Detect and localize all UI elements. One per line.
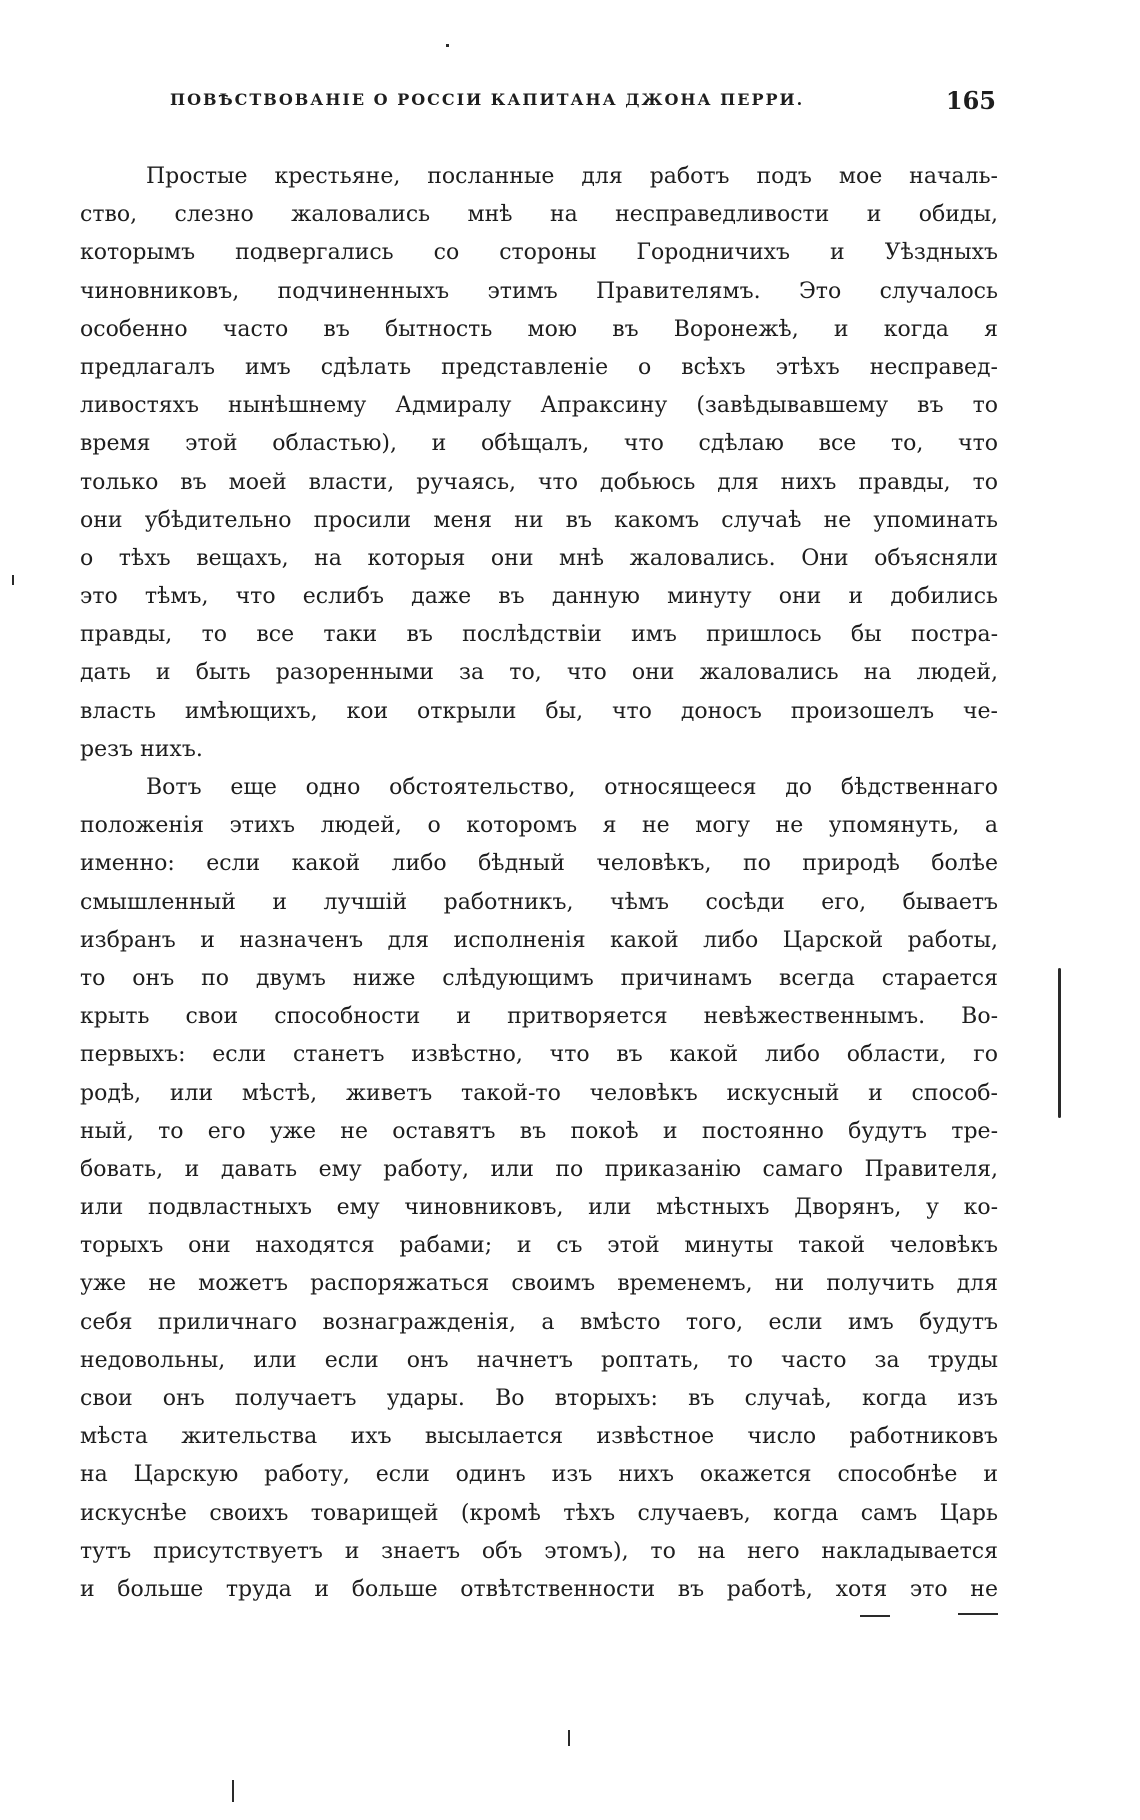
- text-line: они убѣдительно просили меня ни въ какомъ случаѣ не упоминать: [80, 507, 998, 533]
- ink-speck: [958, 1613, 998, 1615]
- text-line: власть имѣющихъ, кои открыли бы, что доносъ произошелъ че-: [80, 698, 998, 724]
- text-line: дать и быть разоренными за то, что они жаловались на людей,: [80, 660, 998, 686]
- margin-pencil-mark: [1058, 968, 1061, 1118]
- ink-speck: [446, 44, 449, 47]
- text-line: Вотъ еще одно обстоятельство, относящееся до бѣдственнаго: [146, 775, 998, 800]
- text-line: особенно часто въ бытность мою въ Воронежѣ, и когда я: [80, 316, 998, 342]
- text-line: торыхъ они находятся рабами; и съ этой минуты такой человѣкъ: [80, 1233, 998, 1259]
- ink-speck: [12, 575, 14, 585]
- text-line: правды, то все таки въ послѣдствіи имъ пришлось бы постра-: [80, 622, 998, 648]
- text-line: которымъ подвергались со стороны Городничихъ и Уѣздныхъ: [80, 240, 998, 266]
- text-line: это тѣмъ, что еслибъ даже въ данную минуту они и добились: [80, 584, 998, 610]
- text-line: ливостяхъ нынѣшнему Адмиралу Апраксину (завѣдывавшему въ то: [80, 393, 998, 419]
- text-line: и больше труда и больше отвѣтственности въ работѣ, хотя это не: [80, 1576, 998, 1602]
- text-line: уже не можетъ распоряжаться своимъ временемъ, ни получить для: [80, 1271, 998, 1297]
- text-line: искуснѣе своихъ товарищей (кромѣ тѣхъ случаевъ, когда самъ Царь: [80, 1500, 998, 1526]
- text-line: ство, слезно жаловались мнѣ на несправедливости и обиды,: [80, 202, 998, 228]
- text-line: крыть свои способности и притворяется невѣжественнымъ. Во-: [80, 1004, 998, 1030]
- text-line: ный, то его уже не оставятъ въ покоѣ и постоянно будутъ тре-: [80, 1118, 998, 1144]
- text-line: предлагалъ имъ сдѣлать представленіе о всѣхъ этѣхъ несправед-: [80, 354, 998, 380]
- paragraph-2: [80, 769, 998, 1609]
- text-line: то онъ по двумъ ниже слѣдующимъ причинамъ всегда старается: [80, 965, 998, 991]
- text-line: только въ моей власти, ручаясь, что добьюсь для нихъ правды, то: [80, 469, 998, 495]
- text-line: тутъ присутствуетъ и знаетъ объ этомъ), то на него накладывается: [80, 1538, 998, 1564]
- text-line: чиновниковъ, подчиненныхъ этимъ Правителямъ. Это случалось: [80, 278, 998, 304]
- text-line: мѣста жительства ихъ высылается извѣстное число работниковъ: [80, 1424, 998, 1450]
- ink-speck: [860, 1615, 890, 1617]
- text-line: бовать, и давать ему работу, или по приказанію самаго Правителя,: [80, 1156, 998, 1182]
- ink-speck: [232, 1780, 234, 1802]
- text-line: именно: если какой либо бѣдный человѣкъ, по природѣ болѣе: [80, 851, 998, 877]
- running-title: ПОВѢСТВОВАНІЕ О РОССІИ КАПИТАНА ДЖОНА ПЕРРИ.: [170, 90, 805, 109]
- text-line: о тѣхъ вещахъ, на которыя они мнѣ жаловались. Они объясняли: [80, 545, 998, 571]
- text-line: родѣ, или мѣстѣ, живетъ такой-то человѣкъ искусный и способ-: [80, 1080, 998, 1106]
- text-line: избранъ и назначенъ для исполненія какой либо Царской работы,: [80, 927, 998, 953]
- text-line: резъ нихъ.: [80, 736, 203, 762]
- text-line: время этой областью), и обѣщалъ, что сдѣлаю все то, что: [80, 431, 998, 457]
- text-line: первыхъ: если станетъ извѣстно, что въ какой либо области, го: [80, 1042, 998, 1068]
- text-line: на Царскую работу, если одинъ изъ нихъ окажется способнѣе и: [80, 1462, 998, 1488]
- text-line: себя приличнаго вознагражденія, а вмѣсто того, если имъ будутъ: [80, 1309, 998, 1335]
- page-number: 165: [945, 86, 996, 115]
- running-head: [160, 86, 996, 120]
- text-line: положенія этихъ людей, о которомъ я не могу не упомянуть, а: [80, 813, 998, 839]
- text-line: недовольны, или если онъ начнетъ роптать, то часто за труды: [80, 1347, 998, 1373]
- paragraph-1: [80, 158, 998, 769]
- text-line: Простые крестьяне, посланные для работъ подъ мое началь-: [146, 164, 998, 189]
- text-line: смышленный и лучшій работникъ, чѣмъ сосѣди его, бываетъ: [80, 889, 998, 915]
- ink-speck: [568, 1730, 570, 1746]
- body-text: [80, 158, 998, 1609]
- text-line: или подвластныхъ ему чиновниковъ, или мѣстныхъ Дворянъ, у ко-: [80, 1195, 998, 1221]
- text-line: свои онъ получаетъ удары. Во вторыхъ: въ случаѣ, когда изъ: [80, 1386, 998, 1411]
